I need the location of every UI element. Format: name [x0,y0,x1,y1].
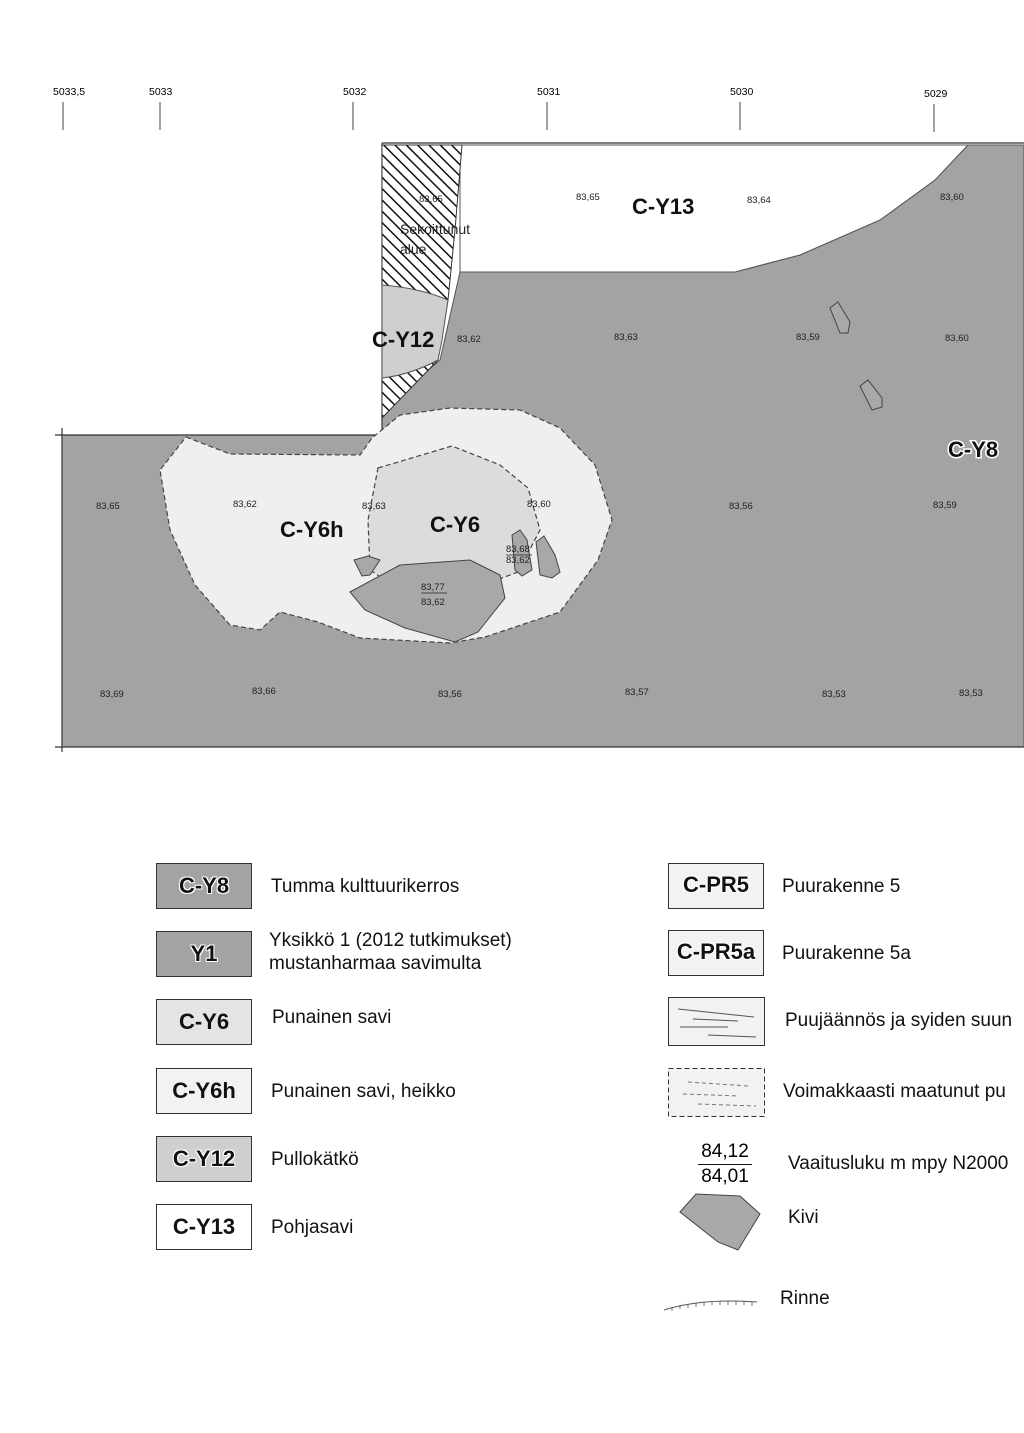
elevation: 83,64 [747,195,771,206]
label-c-y8: C-Y8 [948,437,999,462]
label-c-y12: C-Y12 [372,327,435,352]
legend-label: Rinne [780,1288,830,1309]
elevation: 83,77 [421,582,445,593]
legend-swatch-y1: Y1 [156,931,252,977]
elevation: 83,62 [233,499,257,510]
tick-label: 5030 [730,86,754,98]
elevation: 83,60 [945,333,969,344]
legend-swatch-c-y6h: C-Y6h [156,1068,252,1114]
elevation: 83,59 [933,500,957,511]
elevation: 83,62 [421,597,445,608]
elevation: 83,60 [527,499,551,510]
legend-label: Pullokätkö [271,1149,359,1170]
elevation: 83,56 [729,501,753,512]
elevation: 83,53 [822,689,846,700]
legend-elevation-top: 84,12 [701,1141,749,1162]
elevation: 83,63 [614,332,638,343]
legend-label: Puurakenne 5 [782,876,901,897]
legend-label: Puujäännös ja syiden suun [785,1010,1013,1031]
tick-label: 5029 [924,88,948,100]
legend-swatch-wood-remains [668,997,766,1047]
legend-label: Yksikkö 1 (2012 tutkimukset) [269,930,512,951]
elevation: 83,69 [100,689,124,700]
legend-elevation-divider [698,1164,752,1165]
legend-swatch-decayed-wood [668,1068,766,1118]
legend-elevation-bottom: 84,01 [701,1166,749,1187]
elevation: 83,68 [506,544,530,555]
elevation: 83,62 [457,334,481,345]
legend-swatch-c-y12: C-Y12 [156,1136,252,1182]
elevation: 83,53 [959,688,983,699]
elevation: 83,66 [252,686,276,697]
legend-slope-icon [662,1290,762,1316]
elevation: 83,57 [625,687,649,698]
elevation: 83,63 [362,501,386,512]
disturbed-label: alue [400,241,427,257]
elevation: 83,65 [576,192,600,203]
legend-label: Punainen savi [272,1007,392,1028]
legend-label: mustanharmaa savimulta [269,953,482,974]
legend-swatch-c-y13: C-Y13 [156,1204,252,1250]
elevation: 83,65 [419,194,443,205]
elevation: 83,62 [506,555,530,566]
legend-swatch-c-pr5: C-PR5 [668,863,764,909]
label-c-y13: C-Y13 [632,194,695,219]
label-c-y6h: C-Y6h [280,517,344,542]
label-c-y6: C-Y6 [430,512,481,537]
disturbed-label: Sekoittunut [400,221,471,237]
legend-swatch-c-pr5a: C-PR5a [668,930,764,976]
legend-label: Voimakkaasti maatunut pu [783,1081,1006,1102]
tick-label: 5032 [343,86,367,98]
legend-label: Pohjasavi [271,1217,354,1238]
axis-tick-labels [53,86,948,100]
legend-label: Puurakenne 5a [782,943,911,964]
legend-swatch-c-y8: C-Y8 [156,863,252,909]
legend-label: Kivi [788,1207,819,1228]
legend-label: Vaaitusluku m mpy N2000 [788,1153,1009,1174]
axis-ticks [63,102,934,132]
tick-label: 5033 [149,86,173,98]
tick-label: 5031 [537,86,561,98]
elevation: 83,60 [940,192,964,203]
legend-label: Punainen savi, heikko [271,1081,456,1102]
elevation: 83,59 [796,332,820,343]
legend-swatch-c-y6: C-Y6 [156,999,252,1045]
tick-label: 5033,5 [53,86,86,98]
legend-stone-icon [678,1190,764,1258]
elevation: 83,56 [438,689,462,700]
legend-label: Tumma kulttuurikerros [271,876,460,897]
elevation: 83,65 [96,501,120,512]
